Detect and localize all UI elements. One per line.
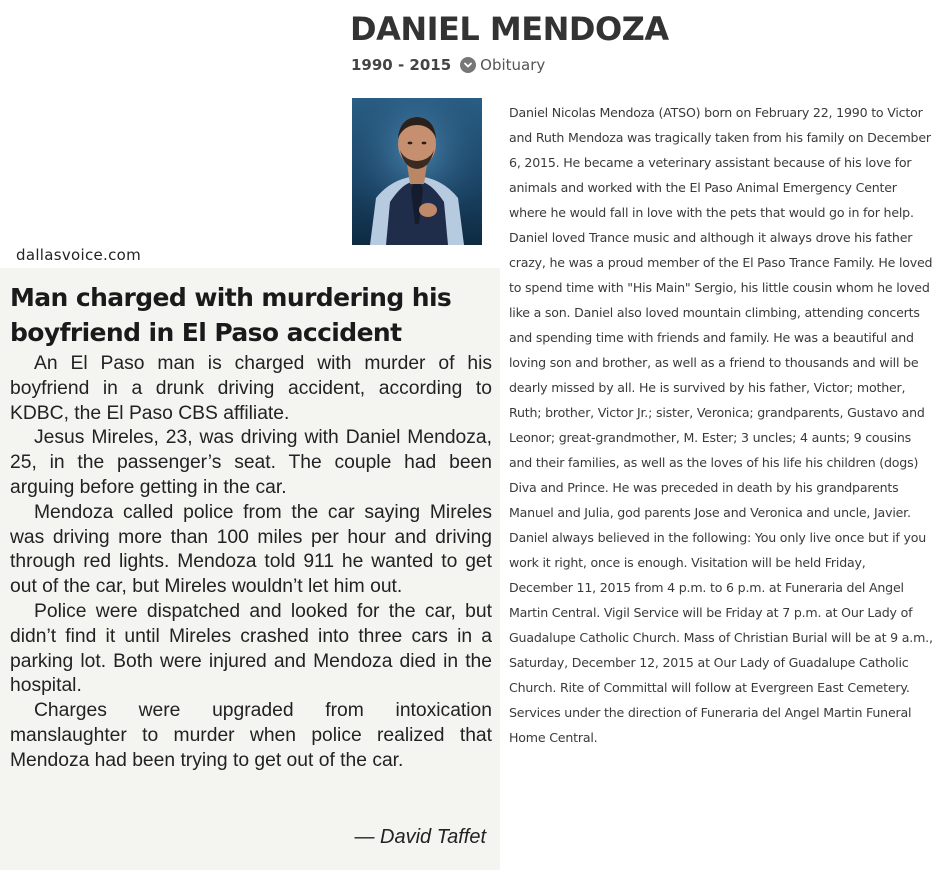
clipping-body [10, 352, 492, 774]
obituary-years: 1990 - 2015 [351, 56, 452, 74]
obituary-tag-label: Obituary [480, 56, 546, 74]
obituary-text: Daniel Nicolas Mendoza (ATSO) born on February 22, 1990 to Victor and Ruth Mendoza was tragically taken from his family on December 6, 2015. He became a veterinary assistant because of his love for animals and worked with the El Paso Animal Emergency Center where he would fall in love with the pets that would go in for help. Daniel loved Trance music and although it always drove his father crazy, he was a proud member of the El Paso Trance Family. He loved to spend time with "His Main" Sergio, his little cousin whom he loved like a son. Daniel also loved mountain climbing, attending concerts and spending time with friends and family. He was a beautiful and loving son and brother, as well as a friend to thousands and will be dearly missed by all. He is survived by his father, Victor; mother, Ruth; brother, Victor Jr.; sister, Veronica; grandparents, Gustavo and Leonor; great-grandmother, M. Ester; 3 uncles; 4 aunts; 9 cousins and their families, as well as the loves of his life his children (dogs) Diva and Prince. He was preceded in death by his grandparents Manuel and Julia, god parents Jose and Veronica and uncle, Javier. Daniel always believed in the following: You only live once but if you work it right, once is enough. Visitation will be held Friday, December 11, 2015 from 4 p.m. to 6 p.m. at Funeraria del Angel Martin Central. Vigil Service will be Friday at 7 p.m. at Our Lady of Guadalupe Catholic Church. Mass of Christian Burial will be at 9 a.m., Saturday, December 12, 2015 at Our Lady of Guadalupe Catholic Church. Rite of Committal will follow at Evergreen East Cemetery. Services under the direction of Funeraria del Angel Martin Funeral Home Central. [509, 105, 933, 745]
news-clipping [0, 268, 500, 870]
chevron-down-circle-icon [460, 57, 476, 73]
clipping-paragraph: Mendoza called police from the car saying Mireles was driving more than 100 miles per hour and driving through red lights. Mendoza told 911 he wanted to get out of the car, but Mireles wouldn’t let him out. [10, 501, 492, 598]
obituary-tag[interactable] [460, 56, 545, 74]
clipping-paragraph: An El Paso man is charged with murder of his boyfriend in a drunk driving accident, according to KDBC, the El Paso CBS affiliate. [10, 353, 492, 424]
portrait-photo [352, 98, 482, 245]
clipping-paragraph: Charges were upgraded from intoxication manslaughter to murder when police realized that Mendoza had been trying to get out of the car. [10, 700, 492, 771]
clipping-paragraph: Jesus Mireles, 23, was driving with Daniel Mendoza, 25, in the passenger’s seat. The couple had been arguing before getting in the car. [10, 427, 492, 498]
clipping-paragraph: Police were dispatched and looked for the car, but didn’t find it until Mireles crashed into three cars in a parking lot. Both were injured and Mendoza died in the hospital. [10, 600, 492, 697]
clipping-source: dallasvoice.com [16, 246, 142, 264]
obituary-name: DANIEL MENDOZA [350, 10, 669, 48]
obituary-meta [351, 56, 545, 74]
clipping-headline: Man charged with murdering his boyfriend in El Paso accident [10, 283, 452, 347]
clipping-byline: — David Taffet [354, 826, 486, 848]
